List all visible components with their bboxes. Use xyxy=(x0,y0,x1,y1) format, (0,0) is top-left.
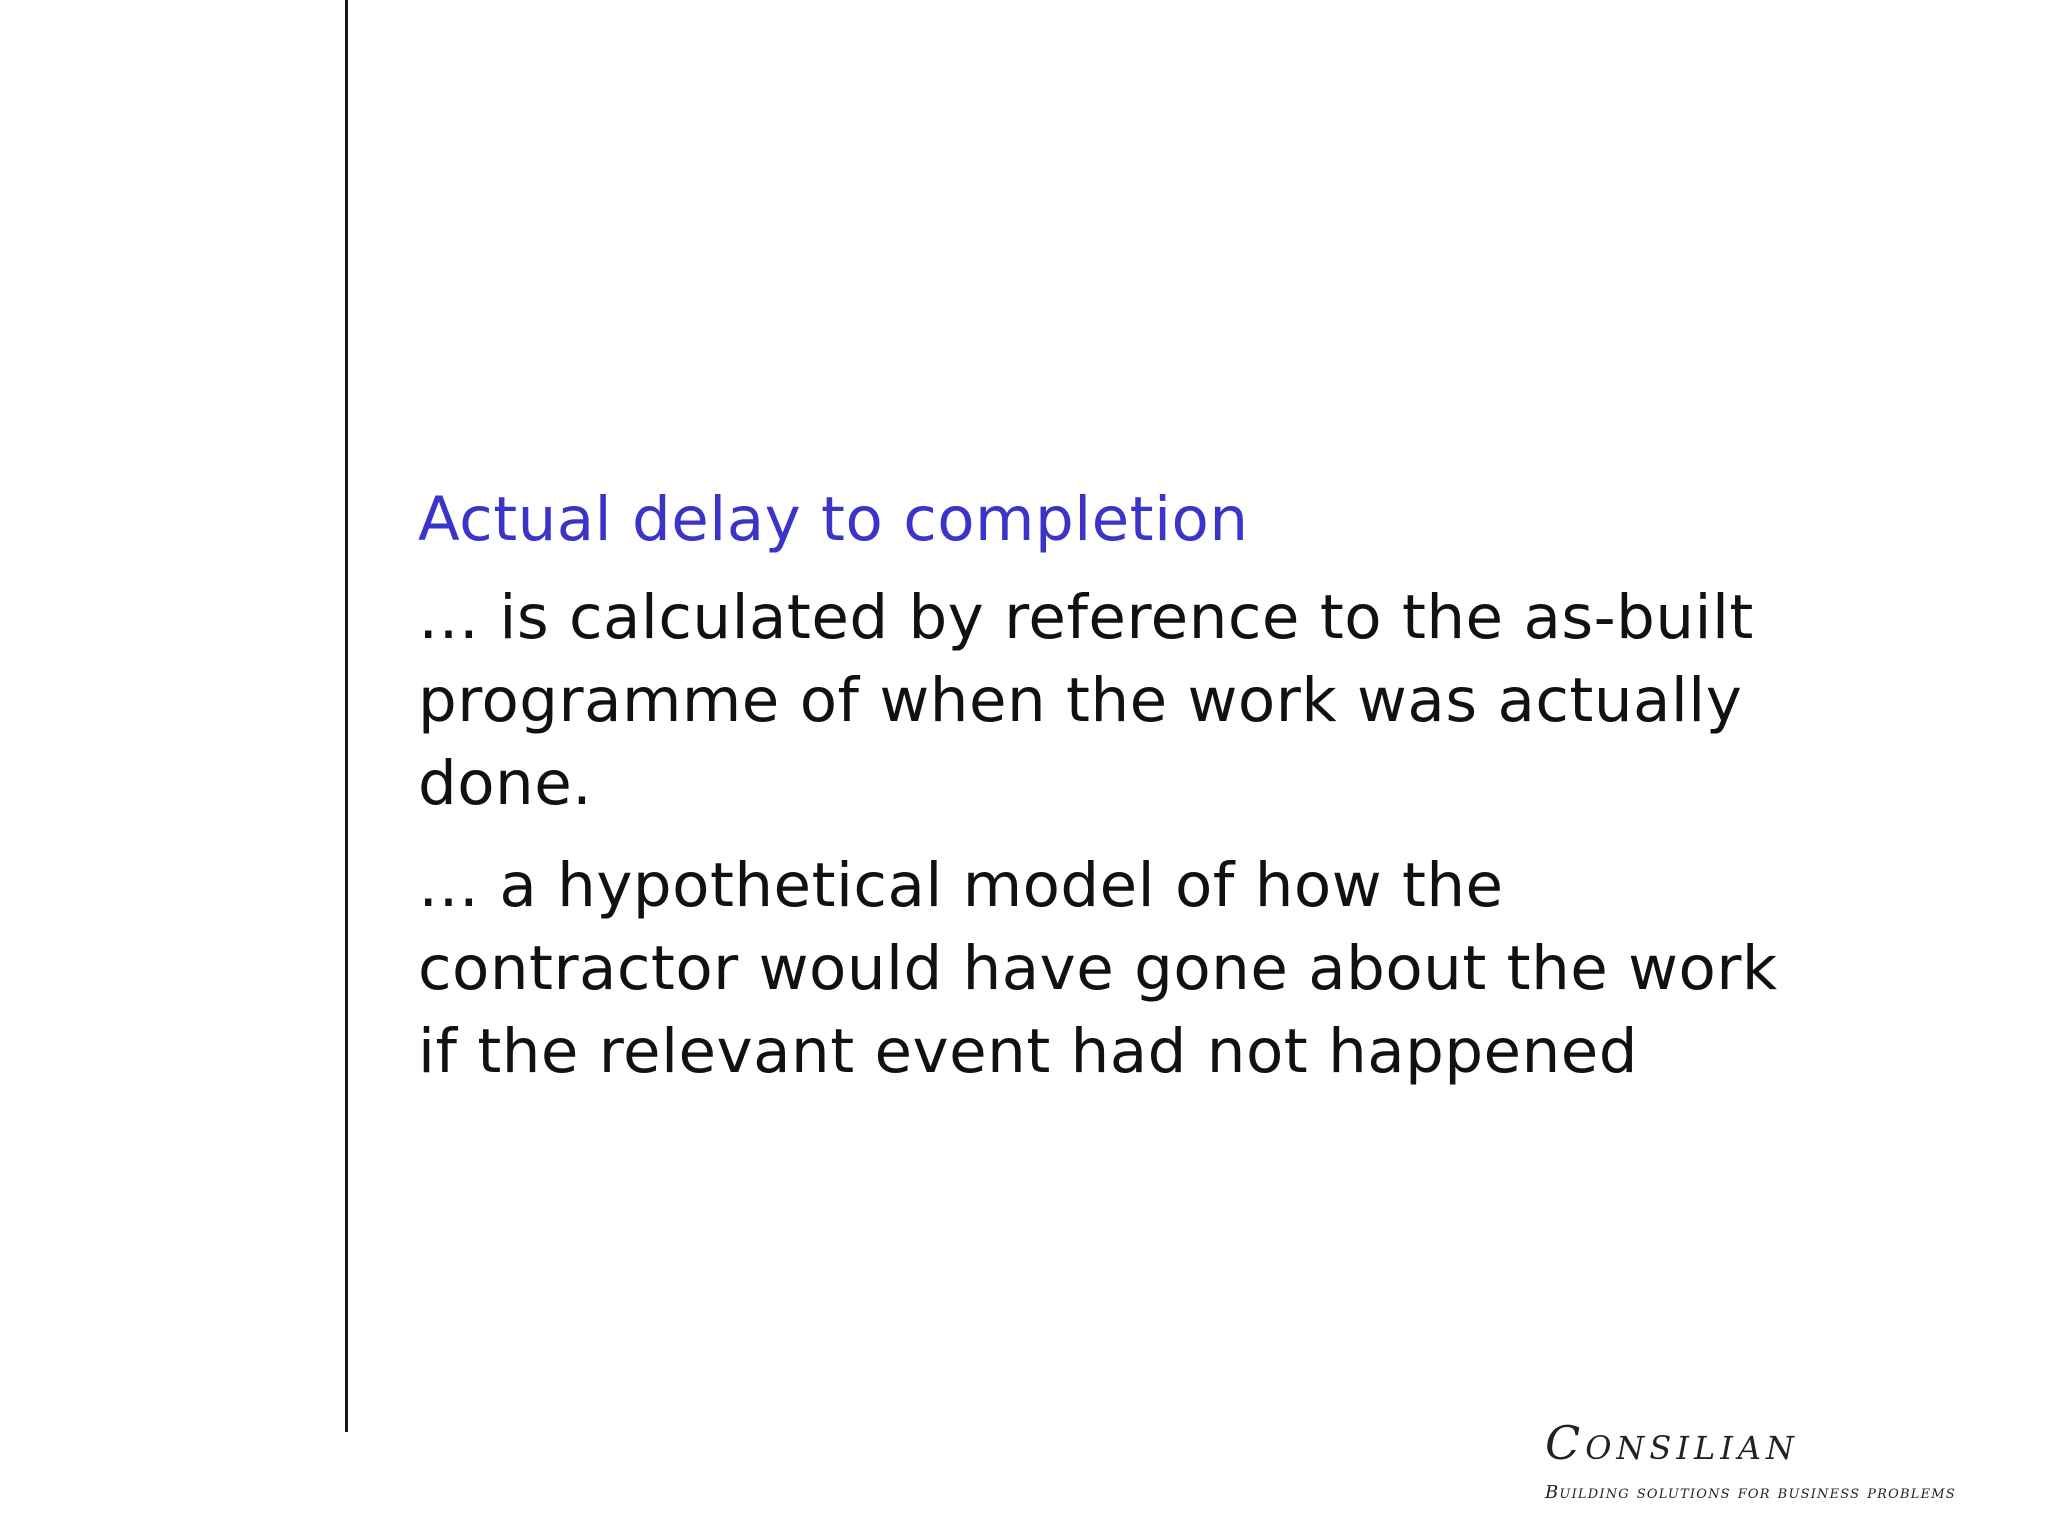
paragraph-hypothetical: … a hypothetical model of how the contractor would have gone about the work if the relevant event had not happened xyxy=(418,850,1778,1087)
company-logo xyxy=(1545,1415,2015,1505)
slide-title: Actual delay to completion xyxy=(418,484,1249,555)
logo-tagline: Building solutions for business problems xyxy=(1545,1482,1956,1503)
paragraph-as-built: … is calculated by reference to the as-built programme of when the work was actually done. xyxy=(418,582,1754,819)
logo-name: Consilian xyxy=(1545,1416,1799,1470)
slide-content xyxy=(418,478,1798,1112)
vertical-rule xyxy=(345,0,348,1432)
